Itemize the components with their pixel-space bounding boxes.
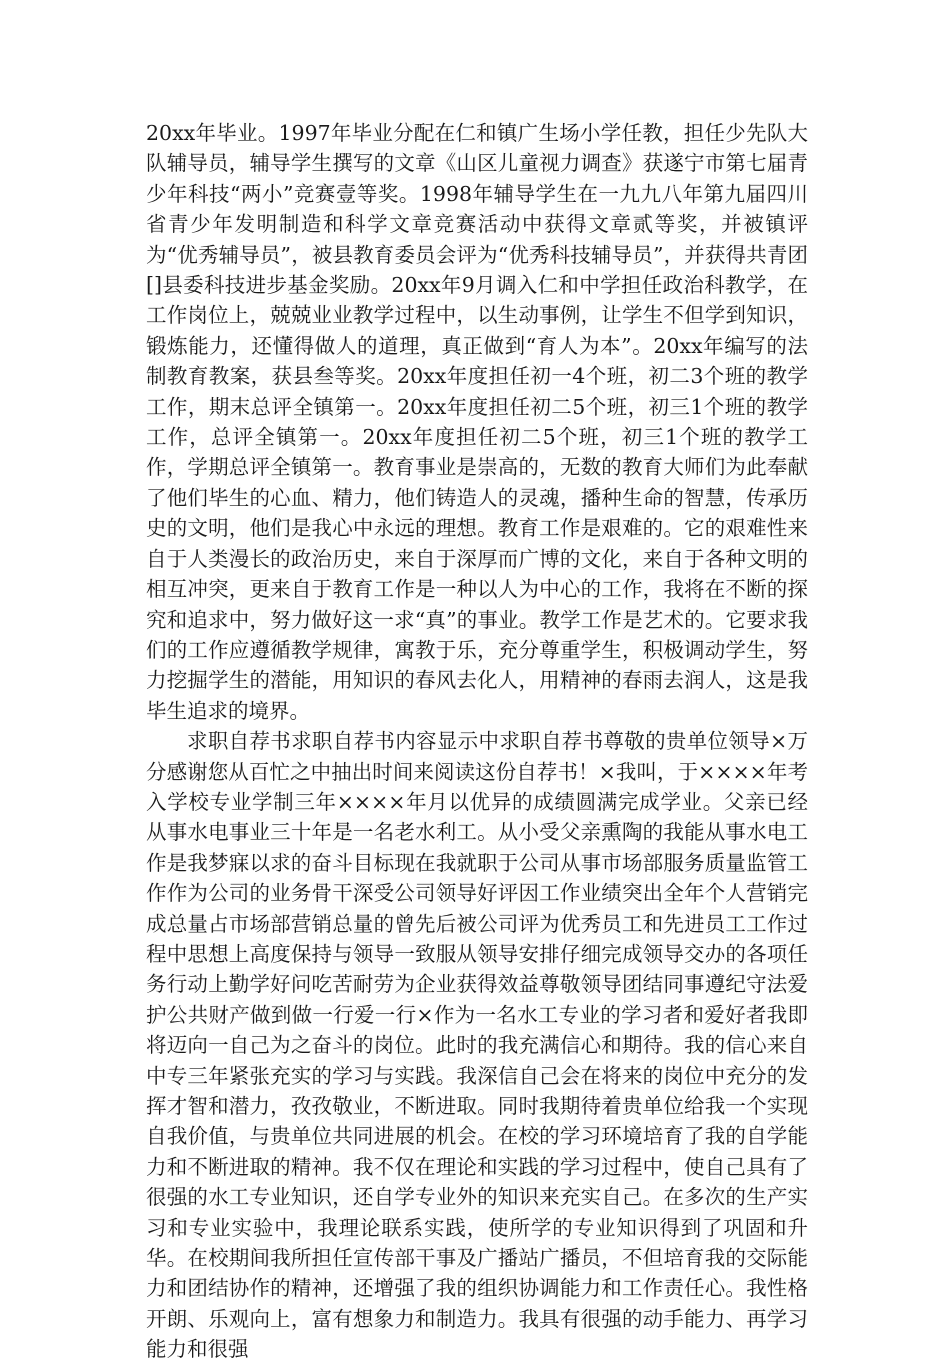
document-body bbox=[146, 118, 808, 1365]
paragraph-cover-letter: 求职自荐书求职自荐书内容显示中求职自荐书尊敬的贵单位领导×万分感谢您从百忙之中抽出时间来阅读这份自荐书！×我叫，于××××年考入学校专业学制三年××××年月以优异的成绩圆满完成学业。父亲已经从事水电事业三十年是一名老水利工。从小受父亲熏陶的我能从事水电工作是我梦寐以求的奋斗目标现在我就职于公司从事市场部服务质量监管工作作为公司的业务骨干深受公司领导好评因工作业绩突出全年个人营销完成总量占市场部营销总量的曾先后被公司评为优秀员工和先进员工工作过程中思想上高度保持与领导一致服从领导安排仔细完成领导交办的各项任务行动上勤学好问吃苦耐劳为企业获得效益尊敬领导团结同事遵纪守法爱护公共财产做到做一行爱一行×作为一名水工专业的学习者和爱好者我即将迈向一自己为之奋斗的岗位。此时的我充满信心和期待。我的信心来自中专三年紧张充实的学习与实践。我深信自己会在将来的岗位中充分的发挥才智和潜力，孜孜敬业，不断进取。同时我期待着贵单位给我一个实现自我价值，与贵单位共同进展的机会。在校的学习环境培育了我的自学能力和不断进取的精神。我不仅在理论和实践的学习过程中，使自己具有了很强的水工专业知识，还自学专业外的知识来充实自己。在多次的生产实习和专业实验中，我理论联系实践，使所学的专业知识得到了巩固和升华。在校期间我所担任宣传部干事及广播站广播员，不但培育我的交际能力和团结协作的精神，还增强了我的组织协调能力和工作责任心。我性格开朗、乐观向上，富有想象力和制造力。我具有很强的动手能力、再学习能力和很强 bbox=[146, 729, 808, 1362]
paragraph-teaching-record: 20xx年毕业。1997年毕业分配在仁和镇广生场小学任教，担任少先队大队辅导员，辅导学生撰写的文章《山区儿童视力调查》获遂宁市第七届青少年科技“两小”竞赛壹等奖。1998年辅导学生在一九九八年第九届四川省青少年发明制造和科学文章竞赛活动中获得文章贰等奖，并被镇评为“优秀辅导员”，被县教育委员会评为“优秀科技辅导员”，并获得共青团[]县委科技进步基金奖励。20xx年9月调入仁和中学担任政治科教学，在工作岗位上，兢兢业业教学过程中，以生动事例，让学生不但学到知识，锻炼能力，还懂得做人的道理，真正做到“育人为本”。20xx年编写的法制教育教案，获县叁等奖。20xx年度担任初一4个班，初二3个班的教学工作，期末总评全镇第一。20xx年度担任初二5个班，初三1个班的教学工作，总评全镇第一。20xx年度担任初二5个班，初三1个班的教学工作，学期总评全镇第一。教育事业是崇高的，无数的教育大师们为此奉献了他们毕生的心血、精力，他们铸造人的灵魂，播种生命的智慧，传承历史的文明，他们是我心中永远的理想。教育工作是艰难的。它的艰难性来自于人类漫长的政治历史，来自于深厚而广博的文化，来自于各种文明的相互冲突，更来自于教育工作是一种以人为中心的工作，我将在不断的探究和追求中，努力做好这一求“真”的事业。教学工作是艺术的。它要求我们的工作应遵循教学规律，寓教于乐，充分尊重学生，积极调动学生，努力挖掘学生的潜能，用知识的春风去化人，用精神的春雨去润人，这是我毕生追求的境界。 bbox=[146, 121, 808, 723]
